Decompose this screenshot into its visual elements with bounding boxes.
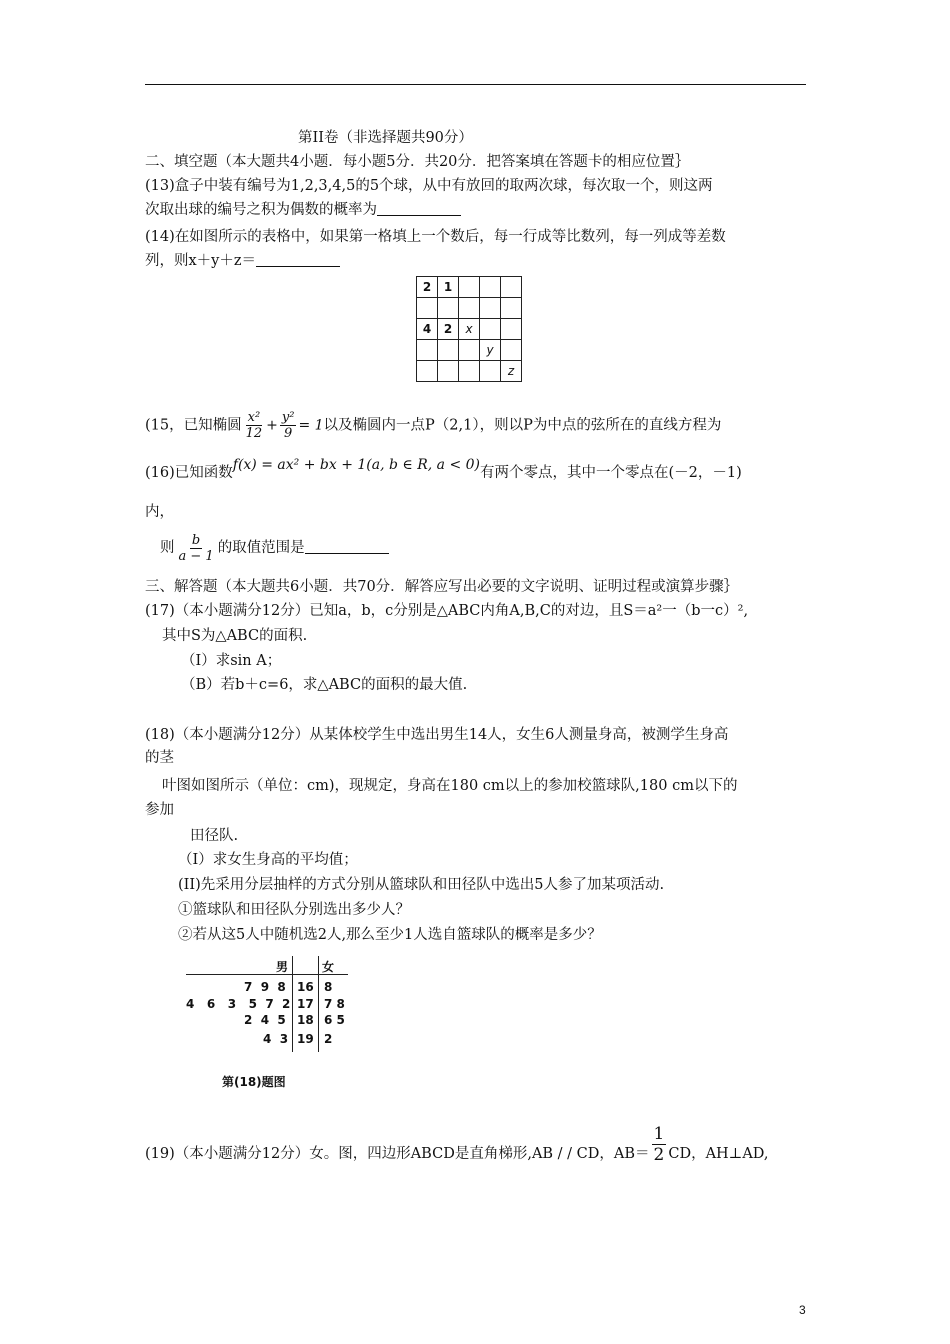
- q18-line5: 田径队.: [190, 828, 239, 844]
- male-leaves: 2 4 5: [244, 1013, 286, 1027]
- q18-part2: (II)先采用分层抽样的方式分别从篮球队和田径队中选出5人参了加某项活动.: [178, 877, 665, 893]
- grid-cell: 4: [417, 319, 438, 340]
- grid-cell: x: [459, 319, 480, 340]
- numerator: b: [191, 532, 201, 548]
- q16-line2: 内，: [145, 504, 174, 520]
- header-rule: [145, 84, 806, 85]
- grid-cell: y: [480, 340, 501, 361]
- grid-cell: [417, 340, 438, 361]
- male-leaves: 4 3: [263, 1032, 289, 1046]
- q14-line1: (14)在如图所示的表格中，如果第一格填上一个数后，每一行成等比数列，每一列成等差数: [145, 229, 726, 245]
- female-leaves: 8: [324, 980, 333, 994]
- q15-prefix: (15，已知椭圆: [145, 417, 242, 434]
- plot-caption: 第(18)题图: [222, 1075, 286, 1089]
- numerator: 1: [653, 1123, 665, 1144]
- denominator: 12: [245, 426, 263, 441]
- grid-cell: [480, 319, 501, 340]
- grid-cell: [417, 361, 438, 382]
- equals: = 1: [298, 417, 324, 434]
- grid-cell: [480, 277, 501, 298]
- plot-divider-right: [318, 956, 319, 1052]
- q16-suffix: 有两个零点，其中一个零点在(－2，－1): [480, 465, 742, 481]
- q18-line1: (18)（本小题满分12分）从某体校学生中选出男生14人，女生6人测量身高，被测学生身高: [145, 727, 729, 743]
- q18-sub2: ②若从这5人中随机选2人,那么至少1人选自篮球队的概率是多少？: [178, 927, 602, 943]
- numerator: x²: [247, 410, 261, 425]
- q13-line1: (13)盒子中装有编号为1,2,3,4,5的5个球，从中有放回的取两次球，每次取一个，则这两: [145, 178, 713, 194]
- q15-line: [145, 410, 721, 441]
- female-leaves: 7 8: [324, 997, 345, 1011]
- q16-line3: [160, 532, 389, 564]
- q17-line1: (17)（本小题满分12分）已知a，b，c分别是△ABC内角A,B,C的对边，且S＝a²一（b一c）²,: [145, 603, 749, 619]
- stem: 19: [297, 1032, 314, 1046]
- female-header: 女: [322, 960, 335, 974]
- plot-divider-left: [292, 956, 293, 1052]
- q14-text: 列，则x＋y＋z＝: [145, 253, 257, 269]
- stem: 16: [297, 980, 314, 994]
- q18-line3: 叶图如图所示（单位：cm)，现规定，身高在180 cm以上的参加校篮球队,180 cm以下的: [162, 778, 738, 794]
- answer-blank: [377, 201, 461, 216]
- fraction: [177, 533, 216, 564]
- q18-part1: （I）求女生身高的平均值；: [178, 852, 358, 868]
- q19-prefix: (19)（本小题满分12分）女。图，四边形ABCD是直角梯形,AB / / CD，AB＝: [145, 1146, 650, 1162]
- part3-header: 三、解答题（本大题共6小题．共70分．解答应写出必要的文字说明、证明过程或演算步骤｝: [145, 579, 739, 595]
- grid-cell: [459, 298, 480, 319]
- grid-cell: [480, 298, 501, 319]
- stem: 17: [297, 997, 314, 1011]
- female-leaves: 2: [324, 1032, 333, 1046]
- denominator: 9: [284, 426, 293, 441]
- q16-line1: [145, 457, 742, 483]
- page-number: 3: [799, 1303, 806, 1317]
- grid-cell: 1: [438, 277, 459, 298]
- q16-prefix: (16)已知函数: [145, 465, 233, 481]
- q18-sub1: ①篮球队和田径队分别选出多少人？: [178, 902, 410, 918]
- grid-cell: [459, 277, 480, 298]
- q16-range: 的取值范围是: [217, 540, 305, 556]
- plus-sign: +: [266, 417, 278, 434]
- q17-part2: （B）若b＋c=6，求△ABC的面积的最大值.: [181, 677, 468, 693]
- grid-cell: 2: [417, 277, 438, 298]
- number-grid: [416, 276, 522, 382]
- q14-line2: [145, 251, 340, 271]
- grid-cell: [438, 361, 459, 382]
- fraction: [652, 1124, 667, 1165]
- q17-line2: 其中S为△ABC的面积.: [162, 628, 308, 644]
- grid-cell: [501, 319, 522, 340]
- grid-cell: z: [501, 361, 522, 382]
- answer-blank: [256, 252, 340, 267]
- denominator: a − 1: [178, 548, 214, 564]
- fraction: [280, 410, 297, 441]
- male-leaves: 7 9 8: [244, 980, 286, 994]
- grid-cell: [417, 298, 438, 319]
- grid-cell: [459, 361, 480, 382]
- q15-suffix: 以及椭圆内一点P（2,1），则以P为中点的弦所在的直线方程为: [323, 417, 722, 434]
- q13-text: 次取出球的编号之积为偶数的概率为: [145, 202, 377, 218]
- q17-part1: （I）求sin A；: [181, 653, 282, 669]
- grid-cell: [459, 340, 480, 361]
- q19-line: [145, 1123, 769, 1176]
- q16-formula: f(x) = ax² + bx + 1(a, b ∈ R, a < 0): [232, 457, 481, 473]
- grid-cell: [501, 277, 522, 298]
- section-title: 第II卷（非选择题共90分）: [298, 130, 473, 146]
- male-header: 男: [276, 960, 289, 974]
- q18-line2: 的茎: [145, 750, 174, 766]
- part2-header: 二、填空题（本大题共4小题．每小题5分．共20分．把答案填在答题卡的相应位置｝: [145, 154, 690, 170]
- stem: 18: [297, 1013, 314, 1027]
- numerator: y²: [281, 410, 295, 425]
- q13-line2: [145, 200, 461, 220]
- grid-cell: [438, 340, 459, 361]
- grid-cell: [480, 361, 501, 382]
- answer-blank: [305, 539, 389, 554]
- grid-cell: [501, 298, 522, 319]
- q16-then: 则: [160, 540, 175, 556]
- q18-line4: 参加: [145, 802, 174, 818]
- female-leaves: 6 5: [324, 1013, 345, 1027]
- male-leaves: 4 6 3 5 7 2: [186, 997, 291, 1011]
- grid-cell: 2: [438, 319, 459, 340]
- grid-cell: [501, 340, 522, 361]
- q19-suffix: CD，AH⊥AD,: [668, 1146, 769, 1162]
- denominator: 2: [653, 1144, 665, 1165]
- fraction: [244, 410, 265, 441]
- grid-cell: [438, 298, 459, 319]
